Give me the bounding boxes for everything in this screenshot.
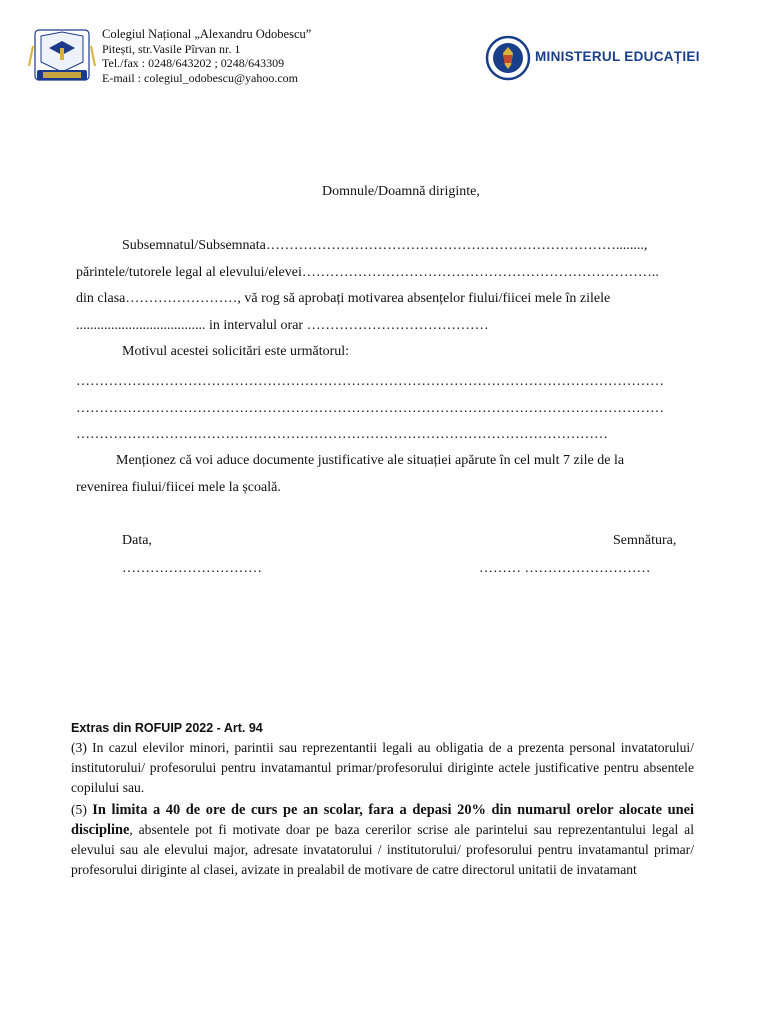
school-crest-icon (27, 26, 97, 88)
mention-line-1: Menționez că voi aduce documente justificative ale situației apărute în cel mult 7 zile de la (116, 453, 625, 468)
extras-paragraph-3: (3) In cazul elevilor minori, parintii sau reprezentantii legali au obligatia de a prezenta personal invatatorului/ institutorului/ profesorului pentru invatamantul primar/profesorului diriginte actele justificative pentru absentele copilului sau. (71, 740, 694, 795)
p5-bold-text: In limita a 40 de ore de curs pe an scolar, fara a depasi 20% din numarul orelor alocate unei discipline (71, 802, 695, 838)
mention-line-2: revenirea fiului/fiicei mele la școală. (76, 480, 281, 495)
reason-dots-line-2: ……………………………………………………………………………………………………………… (76, 401, 664, 416)
reason-intro: Motivul acestei solicitări este următorul: (122, 344, 350, 359)
extras-paragraph-5 (71, 800, 694, 880)
signature-field: ……… ……………………… (479, 561, 651, 576)
p5-rest-text: , absentele pot fi motivate doar pe baza cererilor scrise ale parintelui sau reprezentantului legal al elevului sau ale elevului major, adresate invatatorului / institutorului/ profesorului pentru invatamantul primar/ profesorului diriginte al clasei, avizate in prealabil de motivare de catre directorul unitatii de invatamant (71, 822, 694, 877)
reason-dots-line-3: …………………………………………………………………………………………………… (76, 427, 608, 442)
date-field: ………………………… (122, 561, 262, 576)
school-crest-logo (27, 26, 97, 88)
form-line-class: din clasa……………………, vă rog să aprobați motivarea absențelor fiului/fiicei mele în zilele (76, 291, 611, 306)
school-email: E-mail : colegiul_odobescu@yahoo.com (102, 70, 299, 85)
extras-title: Extras din ROFUIP 2022 - Art. 94 (71, 721, 263, 735)
reason-dots-line-1: ……………………………………………………………………………………………………………… (76, 374, 664, 389)
government-emblem (485, 35, 531, 86)
salutation: Domnule/Doamnă diriginte, (322, 184, 480, 199)
form-line-name: Subsemnatul/Subsemnata…………………………………………………………………........, (122, 238, 648, 253)
romanian-government-emblem-icon (485, 35, 531, 81)
school-address: Pitești, str.Vasile Pîrvan nr. 1 (102, 41, 241, 56)
form-line-parent: părintele/tutorele legal al elevului/elevei………………………………………………………………….. (76, 265, 659, 280)
date-label: Data, (122, 533, 152, 548)
p5-prefix: (5) (71, 802, 93, 817)
school-name: Colegiul Național „Alexandru Odobescu” (102, 27, 312, 41)
ministry-name: MINISTERUL EDUCAȚIEI (535, 49, 700, 64)
school-phone: Tel./fax : 0248/643202 ; 0248/643309 (102, 56, 285, 70)
signature-label: Semnătura, (613, 533, 677, 548)
school-header-text (102, 27, 311, 85)
form-line-interval: ..................................... in intervalul orar ………………………………… (76, 318, 489, 333)
